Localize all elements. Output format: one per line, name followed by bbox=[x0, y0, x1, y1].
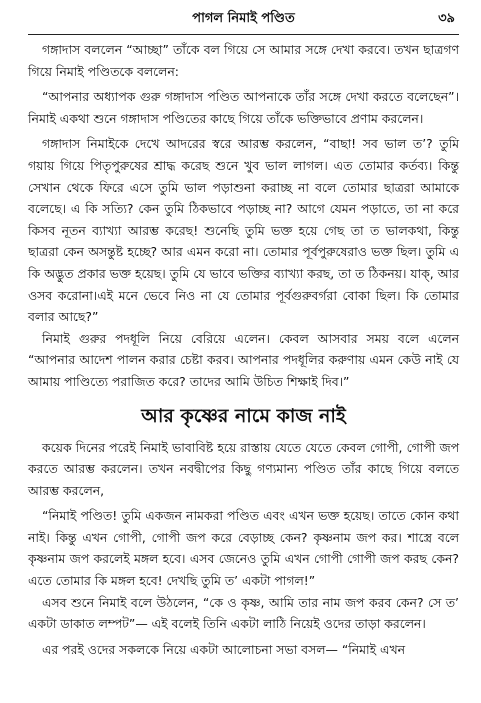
paragraph: গঙ্গাদাস বললেন “আচ্ছা” তাঁকে বল গিয়ে সে আমার সঙ্গে দেখা করবে। তখন ছাত্রগণ গিয়ে নিমাই পণ্ডিতকে বললেন: bbox=[28, 42, 459, 79]
paragraph: কয়েক দিনের পরেই নিমাই ভাবাবিষ্ট হয়ে রাস্তায় যেতে যেতে কেবল গোপী, গোপী জপ করতে আরম্ভ করলেন। তখন নবদ্বীপের কিছু গণ্যমান্য পণ্ডিত তাঁর কাছে গিয়ে বলতে আরম্ভ করলেন, bbox=[28, 439, 459, 498]
running-title: পাগল নিমাই পণ্ডিত bbox=[192, 11, 295, 26]
paragraph: নিমাই গুরুর পদধূলি নিয়ে বেরিয়ে এলেন। কেবল আসবার সময় বলে এলেন “আপনার আদেশ পালন করার চেষ্টা করব। আপনার পদধূলির করুণায় এমন কেউ নাই যে আমায় পাণ্ডিত্যে পরাজিত করে? তাদের আমি উচিত শিক্ষাই দিব।” bbox=[28, 330, 459, 389]
body-text bbox=[28, 39, 459, 660]
paragraph: এসব শুনে নিমাই বলে উঠলেন, “কে ও কৃষ্ণ, আমি তার নাম জপ করব কেন? সে ত’ একটা ডাকাত লম্পট”— এই বলেই তিনি একটা লাঠি নিয়েই ওদের তাড়া করলেন। bbox=[28, 594, 459, 632]
paragraph: “নিমাই পণ্ডিত! তুমি একজন নামকরা পণ্ডিত এবং এখন ভক্ত হয়েছ। তাতে কোন কথা নাই। কিন্তু এখন গোপী, গোপী জপ করে বেড়াচ্ছ কেন? কৃষ্ণনাম জপ কর। শাস্ত্রে বলে কৃষ্ণনাম জপ করলেই মঙ্গল হবে। এসব জেনেও তুমি এখন গোপী গোপী জপ করছ কেন? এতে তোমার কি মঙ্গল হবে! দেখছি তুমি ত’ একটা পাগল!” bbox=[28, 508, 459, 589]
running-header bbox=[28, 0, 459, 35]
section-heading: আর কৃষ্ণের নামে কাজ নাই bbox=[141, 404, 346, 427]
paragraph: গঙ্গাদাস নিমাইকে দেখে আদরের স্বরে আরম্ভ করলেন, “বাছা! সব ভাল ত’? তুমি গয়ায় গিয়ে পিতৃপুরুষের শ্রাদ্ধ করেছ শুনে খুব ভাল লাগল। এত তোমার কর্তব্য। কিন্তু সেখান থেকে ফিরে এসে তুমি ভাল পড়াশুনা করাচ্ছ না বলে তোমার ছাত্ররা আমাকে বলেছে। এ কি সত্যি? কেন তুমি ঠিকভাবে পড়াচ্ছ না? আগে যেমন পড়াতে, তা না করে কিসব নূতন ব্যাখ্যা আরম্ভ করেছ! শুনেছি তুমি ভক্ত হয়ে গেছ তা ত ভালকথা, কিন্তু ছাত্ররা কেন অসন্তুষ্ট হচ্ছে? আর এমন করো না। তোমার পূর্বপুরুষেরাও ভক্ত ছিল। তুমি এ কি অদ্ভুত প্রকার ভক্ত হয়েছ। তুমি যে ভাবে ভক্তির ব্যাখ্যা করছ, তা ত ঠিকনয়। যাক্, আর ওসব করোনা।এই মনে ভেবে নিও না যে তোমার পূর্বগুরুবর্গরা বোকা ছিল। কি তোমার বলার আছে?” bbox=[28, 136, 459, 325]
paragraph: এর পরই ওদের সকলকে নিয়ে একটা আলোচনা সভা বসল— “নিমাই এখন bbox=[42, 641, 405, 657]
page-number: ৩৯ bbox=[438, 11, 455, 26]
paragraph: “আপনার অধ্যাপক গুরু গঙ্গাদাস পণ্ডিত আপনাকে তাঁর সঙ্গে দেখা করতে বলেছেন”। নিমাই একথা শুনে গঙ্গাদাস পণ্ডিতের কাছে গিয়ে তাঁকে ভক্তিভাবে প্রণাম করলেন। bbox=[28, 89, 459, 126]
